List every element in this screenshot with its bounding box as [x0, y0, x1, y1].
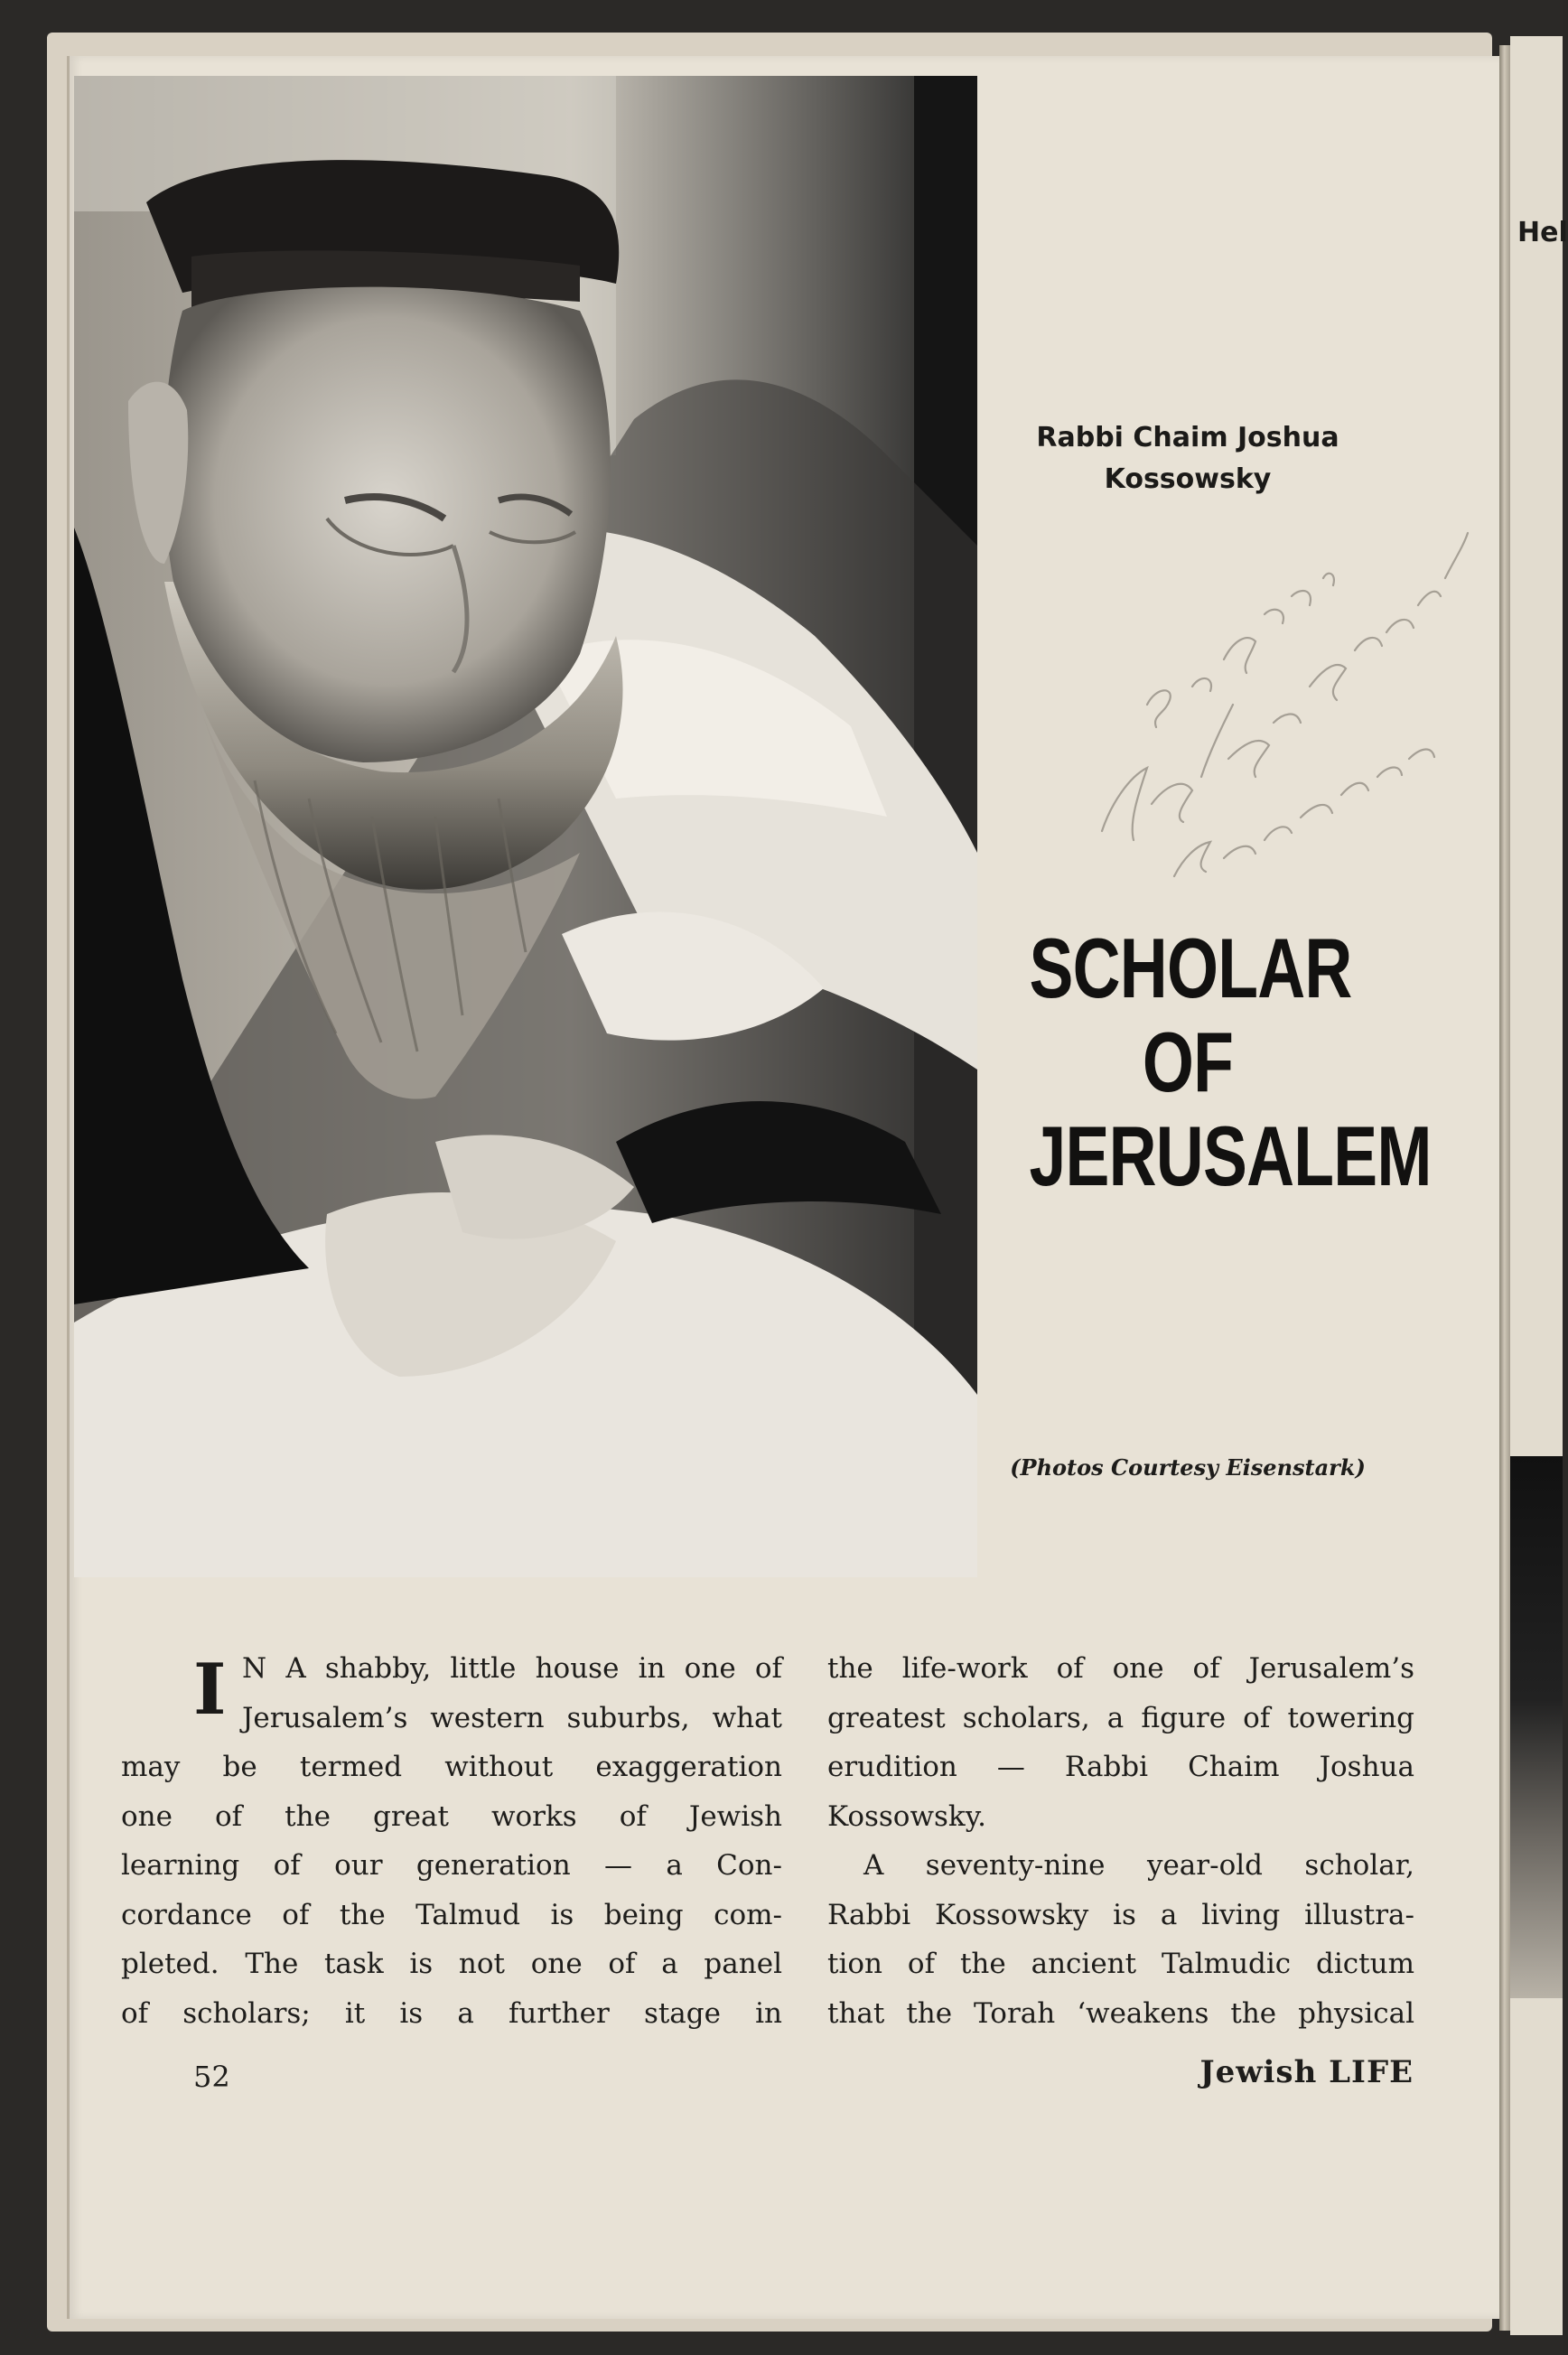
text-line: pleted. The task is not one of a panel	[121, 1948, 782, 1980]
text-line: Jerusalem’s western suburbs, what	[242, 1701, 782, 1734]
caption-line: Kossowsky	[1104, 463, 1272, 495]
facing-page-heading: Hel	[1517, 217, 1568, 248]
article-column-1	[121, 1644, 782, 2038]
title-line: SCHOLAR	[1029, 921, 1352, 1015]
drop-cap: I	[193, 1649, 227, 1731]
text-line: learning of our generation — a Con-	[121, 1849, 782, 1882]
text-line: Rabbi Kossowsky is a living illustra-	[827, 1898, 1414, 1931]
magazine-name: Jewish LIFE	[1199, 2054, 1414, 2090]
text-line: tion of the ancient Talmudic dictum	[827, 1948, 1414, 1980]
text-line: greatest scholars, a figure of towering	[827, 1701, 1414, 1734]
text-line: Kossowsky.	[827, 1799, 986, 1833]
text-line: the life-work of one of Jerusalem’s	[827, 1652, 1414, 1685]
article-title	[1029, 921, 1432, 1203]
text-line: A seventy-nine year-old scholar,	[863, 1849, 1414, 1882]
text-line: erudition — Rabbi Chaim Joshua	[827, 1751, 1414, 1783]
text-line: cordance of the Talmud is being com-	[121, 1898, 782, 1931]
text-line: N A shabby, little house in one of	[242, 1652, 782, 1685]
photo-credit: (Photos Courtesy Eisenstark)	[1010, 1454, 1366, 1481]
text-line: may be termed without exaggeration	[121, 1751, 782, 1783]
text-line: that the Torah ‘weakens the physical	[827, 1996, 1414, 2030]
photo-caption	[985, 417, 1391, 500]
facing-page-photo	[1510, 1456, 1563, 1998]
article-column-2	[827, 1644, 1414, 2038]
pencil-handwriting-annotation	[1066, 506, 1517, 885]
caption-line: Rabbi Chaim Joshua	[1036, 422, 1339, 453]
facing-page-edge	[1510, 36, 1568, 2335]
title-line: JERUSALEM	[1029, 1108, 1432, 1203]
title-line: OF	[1142, 1014, 1234, 1109]
page-number: 52	[193, 2060, 230, 2094]
rabbi-photo-illustration	[74, 76, 977, 1577]
text-line: of scholars; it is a further stage in	[121, 1996, 782, 2030]
rabbi-photograph	[74, 76, 977, 1577]
text-line: one of the great works of Jewish	[121, 1799, 782, 1833]
